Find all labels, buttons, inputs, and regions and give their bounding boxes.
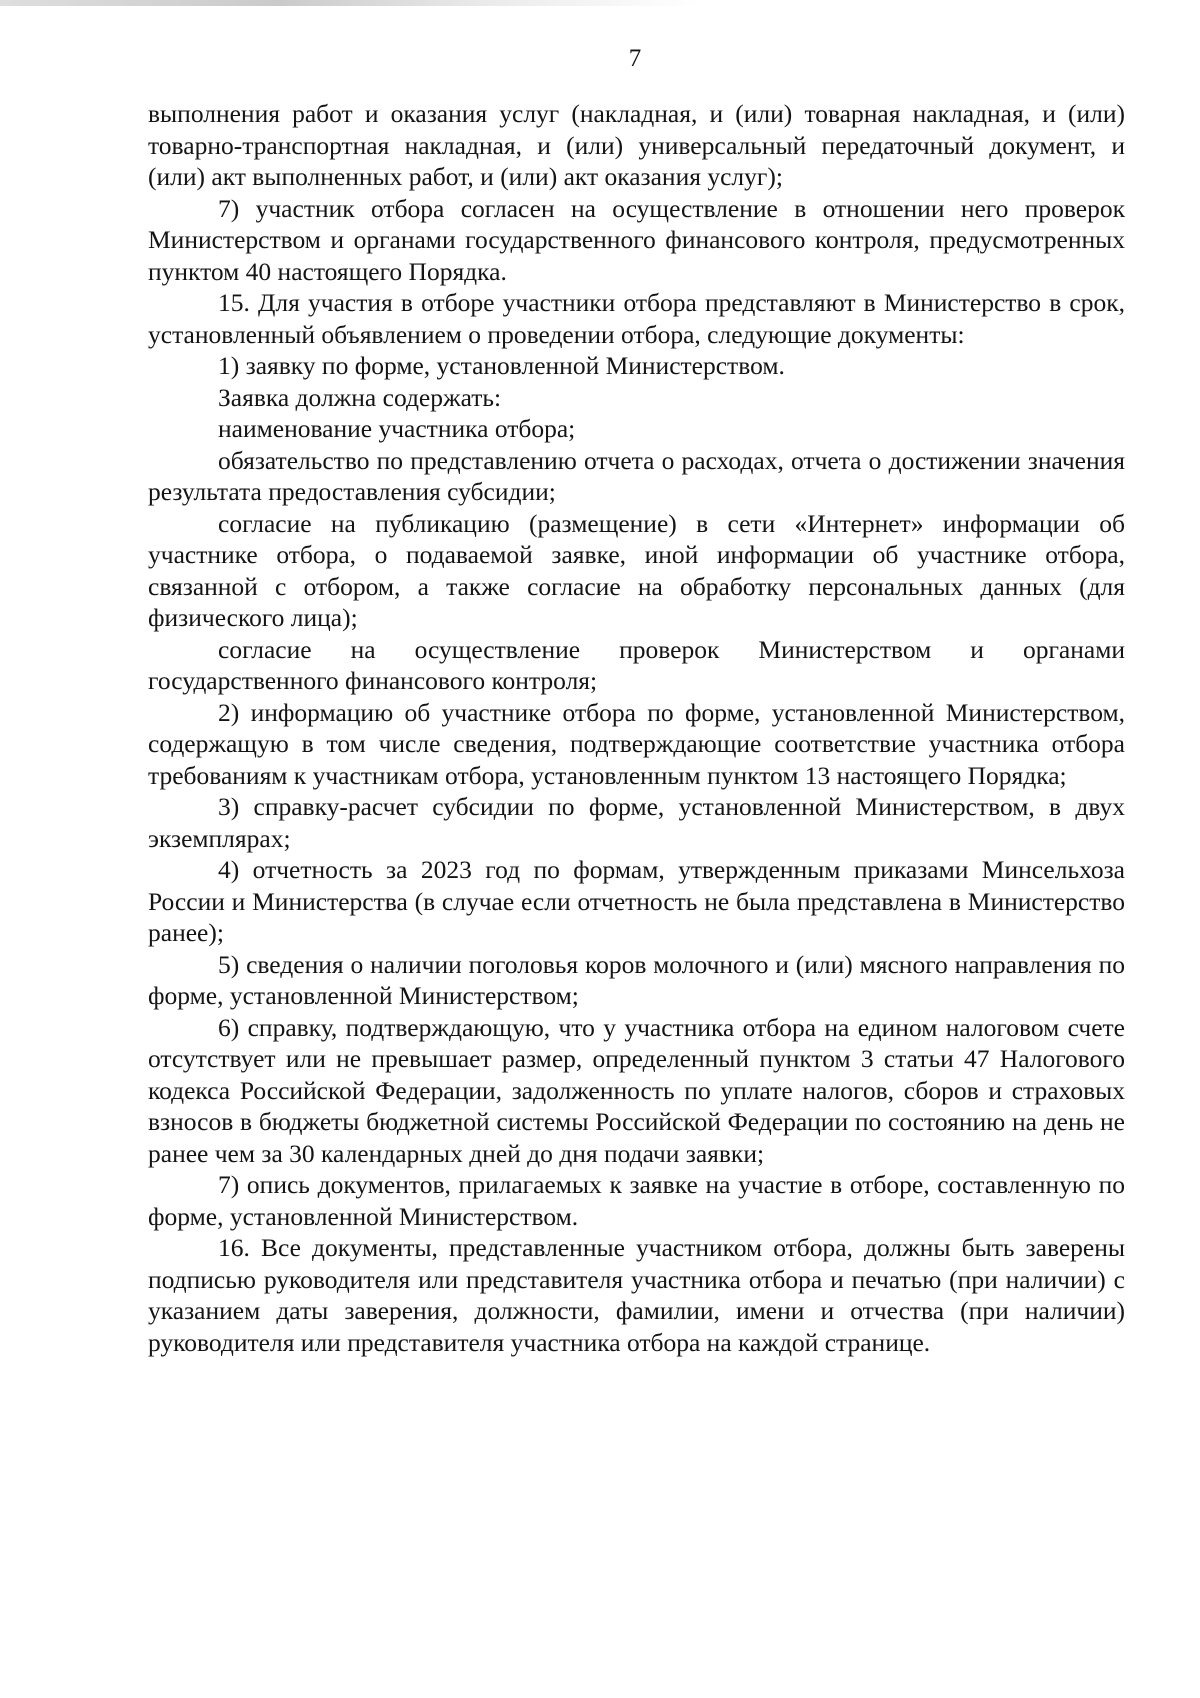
paragraph-item-7-inventory: 7) опись документов, прилагаемых к заявке на участие в отборе, составленную по форме, установленной Министерством. (148, 1170, 1125, 1231)
paragraph-item-1-application: 1) заявку по форме, установленной Министерством. (218, 351, 785, 380)
paragraph-item-5-livestock: 5) сведения о наличии поголовья коров молочного и (или) мясного направления по форме, установленной Министерством; (148, 949, 1125, 1010)
paragraph-continuation: выполнения работ и оказания услуг (накладная, и (или) товарная накладная, и (или) товарно-транспортная накладная, и (или) универсальный передаточный документ, и (или) акт выполненных работ, и (или) акт оказания услуг); (148, 99, 1125, 191)
paragraph-section-15: 15. Для участия в отборе участники отбора представляют в Министерство в срок, установленный объявлением о проведении отбора, следующие документы: (148, 288, 1125, 349)
paragraph-application-contents: Заявка должна содержать: (218, 382, 502, 412)
paragraph-item-4-reporting: 4) отчетность за 2023 год по формам, утвержденным приказами Минсельхоза России и Министерства (в случае если отчетность не была представлена в Министерство ранее); (148, 855, 1125, 947)
paragraph-item-3-calculation: 3) справку-расчет субсидии по форме, установленной Министерством, в двух экземплярах; (148, 792, 1125, 853)
document-body (148, 98, 1125, 1358)
paragraph-inspection-consent: согласие на осуществление проверок Министерством и органами государственного финансового контроля; (148, 634, 1125, 695)
paragraph-participant-name: наименование участника отбора; (218, 414, 576, 443)
paragraph-section-16: 16. Все документы, представленные участником отбора, должны быть заверены подписью руководителя или представителя участника отбора и печатью (при наличии) с указанием даты заверения, должности, фамилии, имени и отчества (при наличии) руководителя или представителя участника отбора на каждой странице. (148, 1233, 1125, 1357)
paragraph-item-7-consent-checks: 7) участник отбора согласен на осуществление в отношении него проверок Министерством и органами государственного финансового контроля, предусмотренных пунктом 40 настоящего Порядка. (148, 193, 1125, 286)
paragraph-reporting-obligation: обязательство по представлению отчета о расходах, отчета о достижении значения результата предоставления субсидии; (148, 445, 1125, 506)
scan-edge-artifact (0, 0, 700, 6)
page-number: 7 (628, 45, 642, 72)
paragraph-item-6-tax-certificate: 6) справку, подтверждающую, что у участника отбора на едином налоговом счете отсутствует или не превышает размер, определенный пунктом 3 статьи 47 Налогового кодекса Российской Федерации, задолженность по уплате налогов, сборов и страховых взносов в бюджеты бюджетной системы Российской Федерации по состоянию на день не ранее чем за 30 календарных дней до дня подачи заявки; (148, 1012, 1125, 1168)
paragraph-item-2-information: 2) информацию об участнике отбора по форме, установленной Министерством, содержащую в том числе сведения, подтверждающие соответствие участника отбора требованиям к участникам отбора, установленным пунктом 13 настоящего Порядка; (148, 697, 1125, 790)
paragraph-publication-consent: согласие на публикацию (размещение) в сети «Интернет» информации об участнике отбора, о подаваемой заявке, иной информации об участнике отбора, связанной с отбором, а также согласие на обработку персональных данных (для физического лица); (148, 508, 1125, 632)
